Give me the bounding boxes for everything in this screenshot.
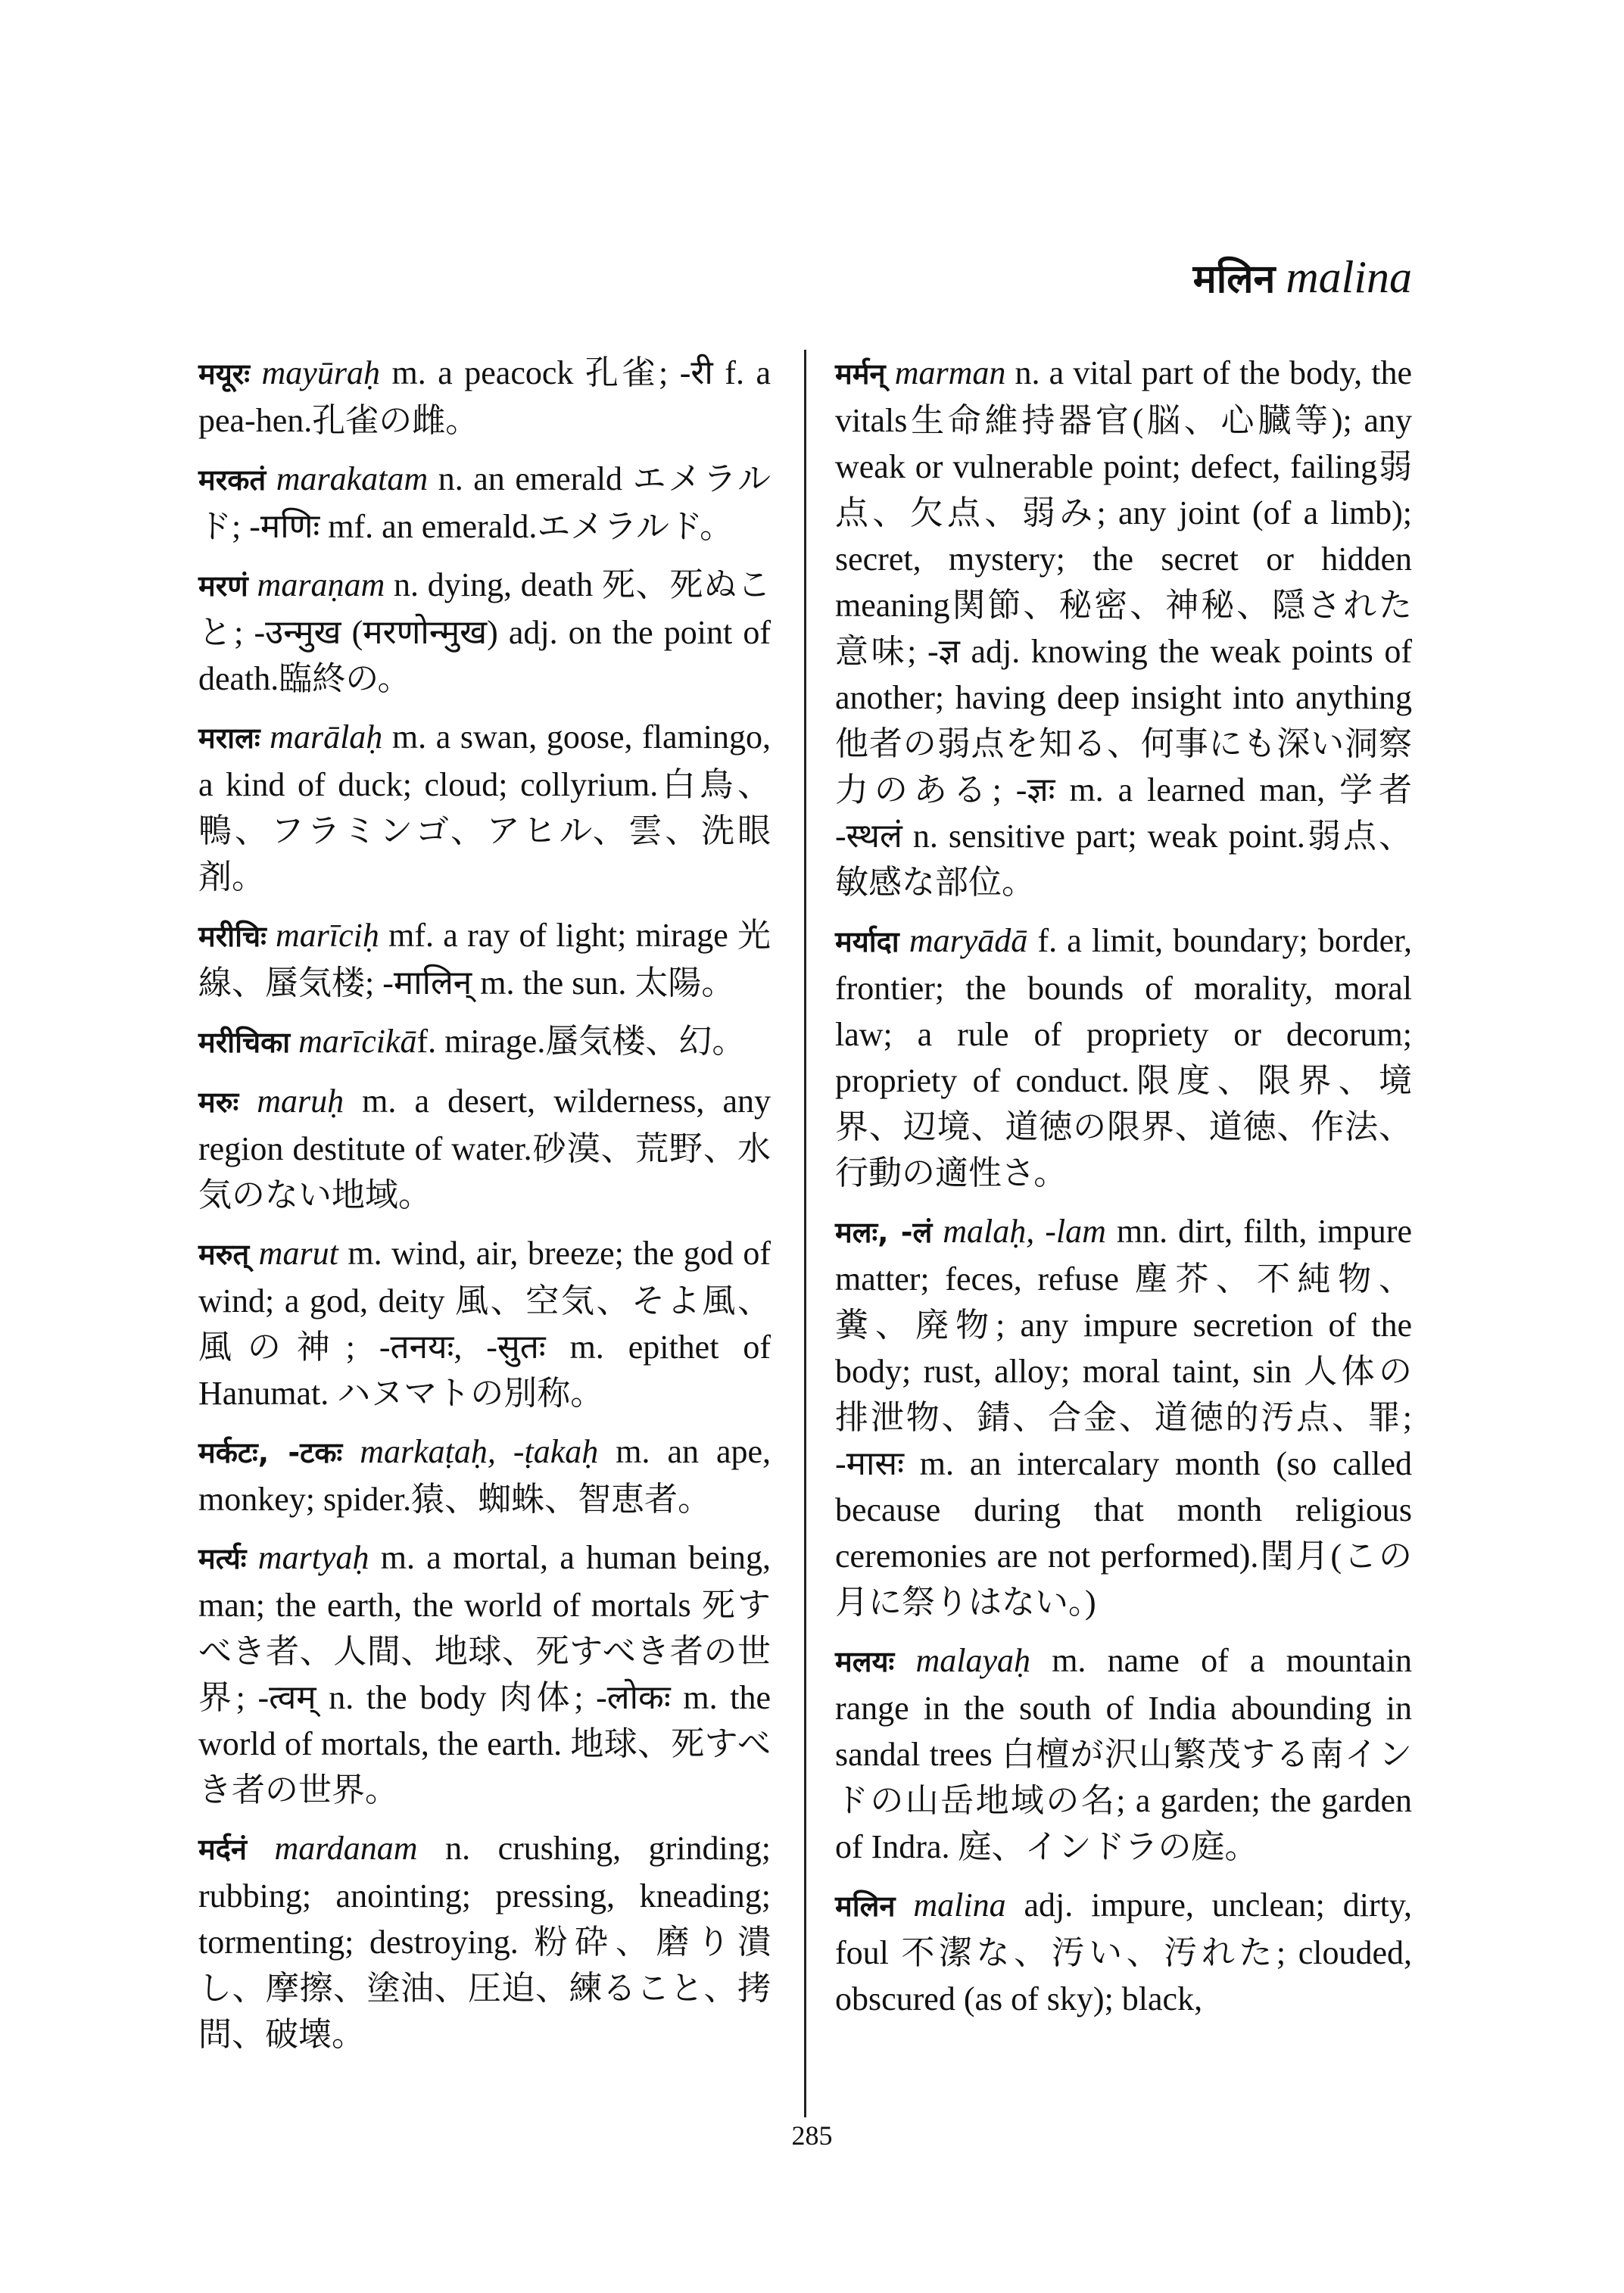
entry-headword: मरुत् — [198, 1238, 250, 1271]
entry-transliteration: malayaḥ — [915, 1642, 1030, 1679]
entry-definition: m. a desert, wilderness, any region destitute of water.砂漠、荒野、水気のない地域。 — [198, 1083, 771, 1213]
right-column — [835, 350, 1412, 2034]
entry-definition: m. wind, air, breeze; the god of wind; a god, deity 風、空気、そよ風、風の神; -तनयः, -सुतः m. epithet of Hanumat. ハヌマトの別称。 — [198, 1235, 771, 1412]
entry-headword: मर्यादा — [835, 925, 899, 958]
entry-headword: मरकतं — [198, 463, 267, 497]
entry-headword: मलः, -लं — [835, 1216, 933, 1249]
dictionary-entry — [198, 1534, 771, 1813]
entry-definition: n. an emerald エメラルド; -मणिः mf. an emerald.エメラルド。 — [198, 460, 771, 545]
entry-headword: मलयः — [835, 1645, 895, 1678]
entry-transliteration: mayūraḥ — [261, 354, 380, 391]
dictionary-entry — [198, 1825, 771, 2058]
entry-definition: n. crushing, grinding; rubbing; anointing; pressing, kneading; tormenting; destroying. 粉砕、磨り潰し、摩擦、塗油、圧迫、練ること、拷問、破壊。 — [198, 1830, 771, 2053]
dictionary-entry — [198, 456, 771, 550]
dictionary-entry — [198, 350, 771, 444]
dictionary-entry — [198, 1428, 771, 1522]
entry-transliteration: malaḥ, -lam — [943, 1213, 1106, 1250]
running-head-devanagari: मलिन — [1192, 257, 1276, 302]
entry-definition: f. a limit, boundary; border, frontier; the bounds of morality, moral law; a rule of propriety or decorum; propriety of conduct.限度、限界、境界、辺境、道徳の限界、道徳、作法、行動の適性さ。 — [835, 922, 1412, 1192]
entry-headword: मरालः — [198, 721, 260, 755]
entry-transliteration: marīciḥ — [276, 917, 379, 954]
entry-definition: m. an ape, monkey; spider.猿、蜘蛛、智恵者。 — [198, 1433, 771, 1518]
dictionary-entry — [198, 1230, 771, 1416]
entry-transliteration: marālaḥ — [270, 718, 383, 756]
entry-transliteration: malina — [913, 1886, 1006, 1924]
entry-transliteration: marīcikā — [298, 1023, 417, 1060]
running-head-roman: malina — [1286, 252, 1412, 302]
entry-transliteration: martyaḥ — [257, 1539, 369, 1576]
dictionary-entry — [835, 918, 1412, 1196]
entry-headword: मयूरः — [198, 357, 250, 391]
entry-definition: mf. a ray of light; mirage 光線、蜃気楼; -मालिन् m. the sun. 太陽。 — [198, 917, 771, 1002]
dictionary-entry — [835, 1637, 1412, 1870]
entry-headword: मरीचिः — [198, 920, 267, 953]
entry-headword: मरणं — [198, 569, 248, 603]
entry-definition: n. a vital part of the body, the vitals生命維持器官(脳、心臓等); any weak or vulnerable point; defect, failing弱点、欠点、弱み; any joint (of a limb); secret, mystery; the secret or hidden meaning関節、秘密、神秘、隠された意味; -ज्ञ adj. knowing the weak points of another; having deep insight into anything他者の弱点を知る、何事にも深い洞察力のある; -ज्ञः m. a learned man, 学者 -स्थलं n. sensitive part; weak point.弱点、敏感な部位。 — [835, 354, 1412, 901]
column-divider — [804, 350, 806, 2117]
entry-transliteration: marut — [258, 1235, 338, 1272]
entry-headword: मरुः — [198, 1086, 239, 1119]
dictionary-entry — [835, 350, 1412, 905]
entry-transliteration: marman — [894, 354, 1006, 391]
dictionary-entry — [198, 562, 771, 702]
entry-transliteration: maryādā — [909, 922, 1028, 959]
entry-headword: मर्मन् — [835, 357, 886, 391]
page-number: 285 — [791, 2120, 833, 2151]
entry-definition: n. dying, death 死、死ぬこと; -उन्मुख (मरणोन्मुख) adj. on the point of death.臨終の。 — [198, 566, 771, 697]
dictionary-entry — [198, 1078, 771, 1218]
entry-transliteration: mardanam — [274, 1830, 418, 1867]
entry-definition: m. a mortal, a human being, man; the earth, the world of mortals 死すべき者、人間、地球、死すべき者の世界; -त्वम् n. the body 肉体; -लोकः m. the world of mortals, the earth. 地球、死すべき者の世界。 — [198, 1539, 771, 1809]
left-column — [198, 350, 771, 2070]
entry-transliteration: marakatam — [276, 460, 429, 497]
entry-definition: adj. impure, unclean; dirty, foul 不潔な、汚い、汚れた; clouded, obscured (as of sky); black, — [835, 1886, 1412, 2017]
entry-definition: m. name of a mountain range in the south of India abounding in sandal trees 白檀が沢山繁茂する南インドの山岳地域の名; a garden; the garden of Indra. 庭、インドラの庭。 — [835, 1642, 1412, 1865]
entry-transliteration: maraṇam — [257, 566, 385, 603]
entry-transliteration: maruḥ — [257, 1083, 344, 1120]
entry-headword: मर्दनं — [198, 1833, 247, 1866]
dictionary-entry — [198, 1018, 771, 1066]
running-head — [1193, 254, 1412, 300]
entry-headword: मर्त्यः — [198, 1542, 247, 1575]
dictionary-entry — [198, 714, 771, 900]
entry-transliteration: markaṭaḥ, -ṭakaḥ — [360, 1433, 599, 1470]
entry-headword: मलिन — [835, 1890, 896, 1923]
dictionary-entry — [835, 1208, 1412, 1625]
dictionary-entry — [835, 1882, 1412, 2022]
dictionary-entry — [198, 912, 771, 1006]
entry-headword: मरीचिका — [198, 1026, 291, 1059]
entry-definition: mn. dirt, filth, impure matter; feces, refuse 塵芥、不純物、糞、廃物; any impure secretion of the body; rust, alloy; moral taint, sin 人体の排泄物、錆、合金、道徳的汚点、罪; -मासः m. an intercalary month (so called because during that month religious ceremonies are not performed).閏月(この月に祭りはない。) — [835, 1213, 1412, 1621]
entry-definition: m. a peacock 孔雀; -री f. a pea-hen.孔雀の雌。 — [198, 354, 771, 439]
entry-definition: m. a swan, goose, flamingo, a kind of duck; cloud; collyrium.白鳥、鴨、フラミンゴ、アヒル、雲、洗眼剤。 — [198, 718, 771, 896]
entry-definition: f. mirage.蜃気楼、幻。 — [416, 1023, 746, 1060]
entry-headword: मर्कटः, -टकः — [198, 1436, 343, 1469]
